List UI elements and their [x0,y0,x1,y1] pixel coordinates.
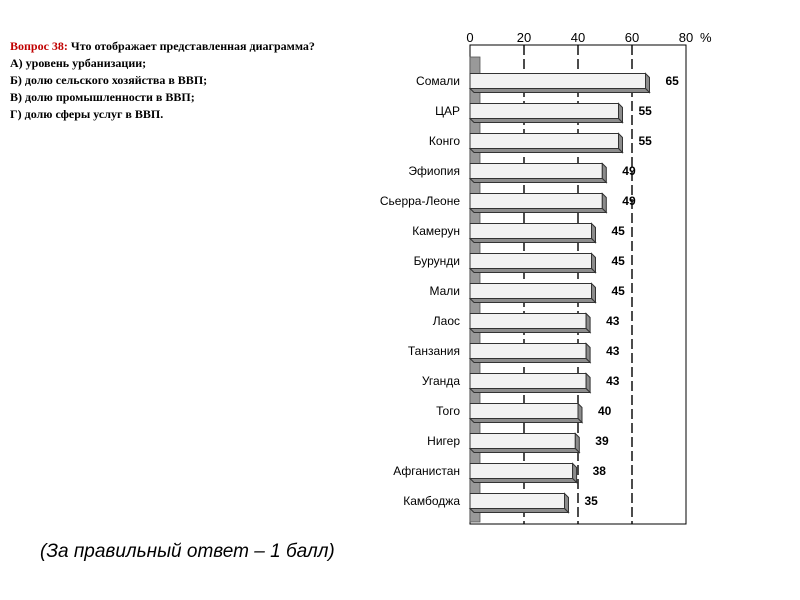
bar-bottom-face [470,449,579,453]
x-tick-label: 60 [624,30,640,45]
bar-bottom-face [470,269,596,273]
bar-bottom-face [470,479,577,483]
value-label: 45 [611,254,625,268]
value-label: 35 [584,494,598,508]
bar-bottom-face [470,359,590,363]
value-label: 43 [606,314,620,328]
bar [470,284,592,299]
bar [470,254,592,269]
value-label: 45 [611,224,625,238]
bar [470,344,586,359]
category-label: Конго [428,134,460,148]
x-tick-label: 0 [466,30,474,45]
value-label: 49 [622,164,636,178]
category-label: Сьерра-Леоне [379,194,460,208]
bar-bottom-face [470,149,623,153]
bar [470,134,619,149]
category-label: Нигер [427,434,460,448]
bar-bottom-face [470,119,623,123]
bar [470,374,586,389]
bar [470,74,646,89]
category-label: ЦАР [435,104,460,118]
category-label: Лаос [432,314,460,328]
score-footnote: (За правильный ответ – 1 балл) [40,541,335,562]
value-label: 55 [638,104,652,118]
value-label: 39 [595,434,609,448]
value-label: 43 [606,374,620,388]
bar-bottom-face [470,419,582,423]
x-tick-label: 40 [570,30,586,45]
answer-option-c: В) долю промышленности в ВВП; [10,90,195,104]
category-label: Камерун [412,224,460,238]
bar [470,194,602,209]
bar [470,464,573,479]
bar [470,224,592,239]
bar-bottom-face [470,329,590,333]
bar-bottom-face [470,209,606,213]
category-label: Танзания [407,344,460,358]
category-label: Камбоджа [403,494,460,508]
value-label: 65 [665,74,679,88]
bar [470,104,619,119]
question-text: Что отображает представленная диаграмма? [70,39,315,53]
bar-bottom-face [470,239,596,243]
question-number: Вопрос 38: [10,39,68,53]
value-label: 45 [611,284,625,298]
category-label: Афганистан [393,464,460,478]
value-label: 43 [606,344,620,358]
bar [470,314,586,329]
category-label: Того [436,404,460,418]
answer-option-d: Г) долю сферы услуг в ВВП. [10,107,164,121]
category-label: Сомали [416,74,460,88]
bar [470,494,565,509]
bar-bottom-face [470,299,596,303]
answer-option-b: Б) долю сельского хозяйства в ВВП; [10,73,208,87]
answer-option-a: А) уровень урбанизации; [10,56,147,70]
value-label: 55 [638,134,652,148]
value-label: 49 [622,194,636,208]
category-label: Уганда [421,374,460,388]
x-tick-label: 80 [678,30,694,45]
category-label: Эфиопия [408,164,460,178]
bar-bottom-face [470,389,590,393]
category-label: Мали [429,284,460,298]
category-label: Бурунди [413,254,460,268]
bar [470,434,575,449]
bar-bottom-face [470,179,606,183]
bar [470,404,578,419]
bar [470,164,602,179]
x-tick-label: 20 [516,30,532,45]
bar-bottom-face [470,509,569,513]
bar-bottom-face [470,89,650,93]
value-label: 38 [592,464,606,478]
value-label: 40 [598,404,612,418]
x-axis-unit-label: % [700,30,712,45]
